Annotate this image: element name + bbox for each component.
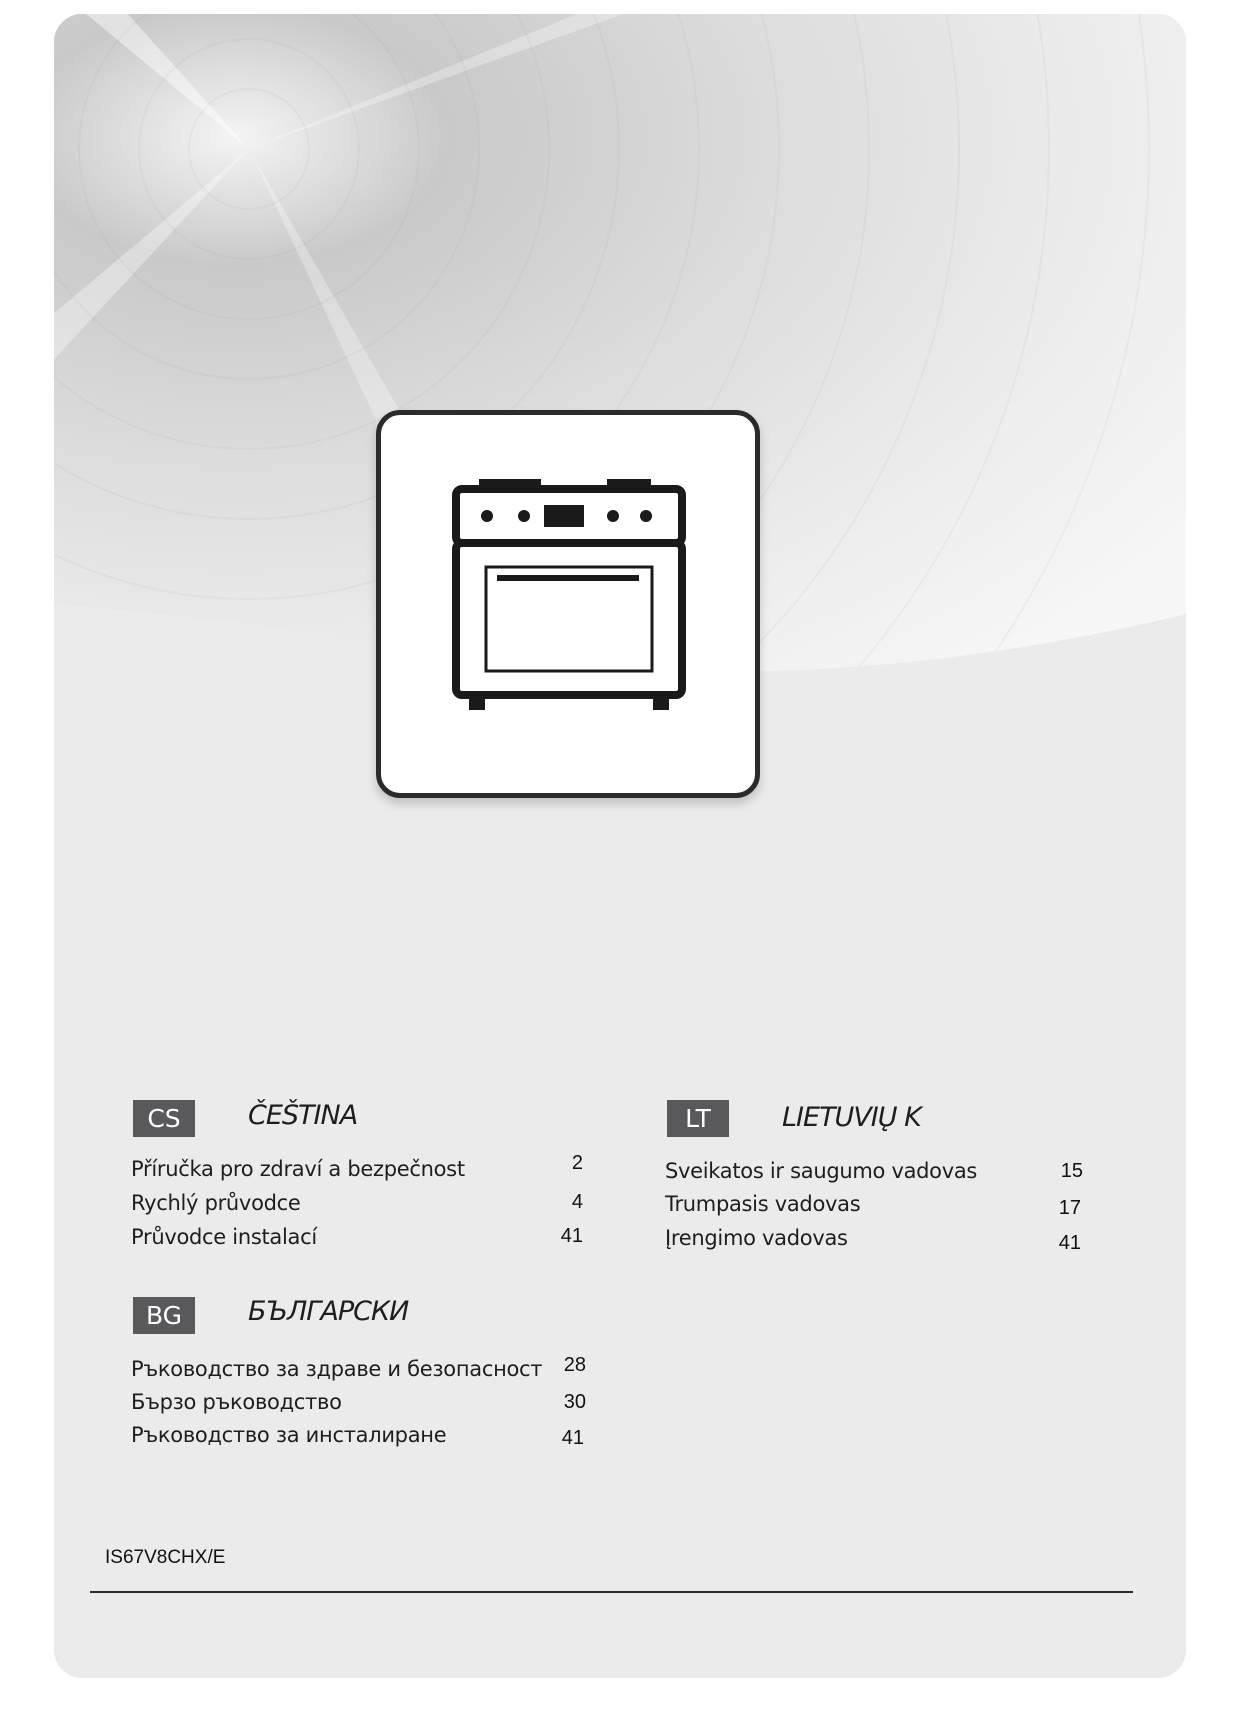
- toc-item-label[interactable]: Бързо ръководство: [131, 1390, 342, 1414]
- toc-item-label[interactable]: Ръководство за инсталиране: [131, 1423, 447, 1447]
- toc-item-page: 2: [571, 1152, 583, 1174]
- language-code-badge-lt: LT: [667, 1100, 729, 1137]
- language-heading-bg: БЪЛГАРСКИ: [248, 1296, 409, 1327]
- toc-item-label[interactable]: Įrengimo vadovas: [665, 1226, 848, 1250]
- toc-item-label[interactable]: Příručka pro zdraví a bezpečnost: [131, 1157, 465, 1181]
- language-code-badge-bg: BG: [133, 1297, 195, 1334]
- toc-item-page: 41: [560, 1225, 583, 1247]
- toc-item-page: 28: [563, 1354, 586, 1376]
- toc-item-label[interactable]: Rychlý průvodce: [131, 1191, 301, 1215]
- toc-item-page: 15: [1060, 1160, 1083, 1182]
- toc-item-page: 41: [1058, 1232, 1081, 1254]
- appliance-illustration-frame: [376, 410, 760, 798]
- language-code-badge-cs: CS: [133, 1100, 195, 1137]
- language-heading-cs: ČEŠTINA: [248, 1100, 358, 1131]
- language-heading-lt: LIETUVIŲ K: [782, 1102, 921, 1133]
- toc-item-page: 4: [571, 1191, 583, 1213]
- model-number: IS67V8CHX/E: [105, 1547, 226, 1568]
- toc-item-label[interactable]: Průvodce instalací: [131, 1225, 317, 1249]
- toc-item-label[interactable]: Trumpasis vadovas: [665, 1192, 861, 1216]
- oven-icon: [381, 415, 755, 793]
- footer-divider: [90, 1591, 1133, 1593]
- toc-item-page: 17: [1058, 1197, 1081, 1219]
- toc-item-page: 30: [563, 1391, 586, 1413]
- toc-item-label[interactable]: Sveikatos ir saugumo vadovas: [665, 1159, 978, 1183]
- toc-item-page: 41: [561, 1427, 584, 1449]
- toc-item-label[interactable]: Ръководство за здраве и безопасност: [131, 1357, 543, 1381]
